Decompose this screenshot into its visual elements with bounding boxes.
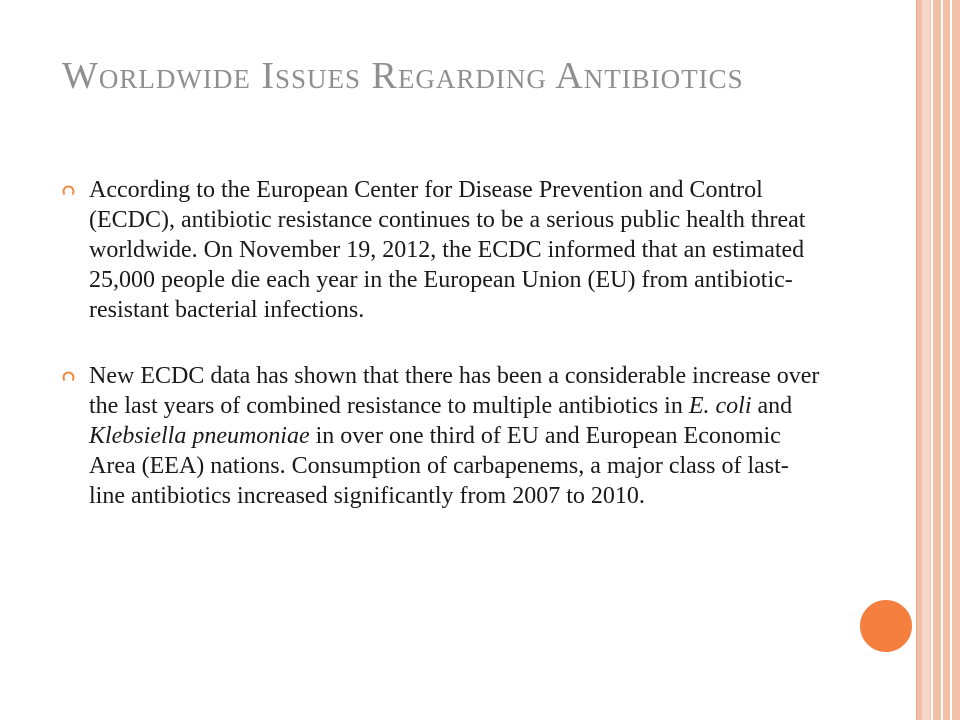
bullet-text xyxy=(89,363,819,509)
bullet-icon xyxy=(62,370,75,383)
bullet-text-part: and xyxy=(751,393,793,419)
accent-circle-icon xyxy=(857,597,915,655)
bullet-text: According to the European Center for Disease Prevention and Control (ECDC), antibiotic resistance continues to be a serious public health threat worldwide. On November 19, 2012, the ECDC informed that an estimated 25,000 people die each year in the European Union (EU) from antibiotic-resistant bacterial infections. xyxy=(89,177,806,323)
bullet-item xyxy=(62,361,822,511)
organism-name: Klebsiella pneumoniae xyxy=(89,423,310,449)
bullet-text-part: in over one third of EU and European Economic Area (EEA) nations. Consumption of carbapenems, a major class of last-line antibiotics increased significantly from 2007 to 2010. xyxy=(89,423,789,509)
bullet-text-part: New ECDC data has shown that there has been a considerable increase over the last years of combined resistance to multiple antibiotics in xyxy=(89,363,820,419)
right-stripe-edge xyxy=(916,0,917,720)
bullet-icon xyxy=(62,184,75,197)
bullet-item xyxy=(62,175,822,325)
right-stripe-line xyxy=(941,0,943,720)
organism-name: E. coli xyxy=(688,393,752,419)
bullet-list xyxy=(62,175,822,511)
right-stripe-line xyxy=(931,0,933,720)
slide-title: Worldwide Issues Regarding Antibiotics xyxy=(62,55,744,97)
right-stripe-line xyxy=(950,0,952,720)
right-stripe-inner xyxy=(922,0,930,720)
